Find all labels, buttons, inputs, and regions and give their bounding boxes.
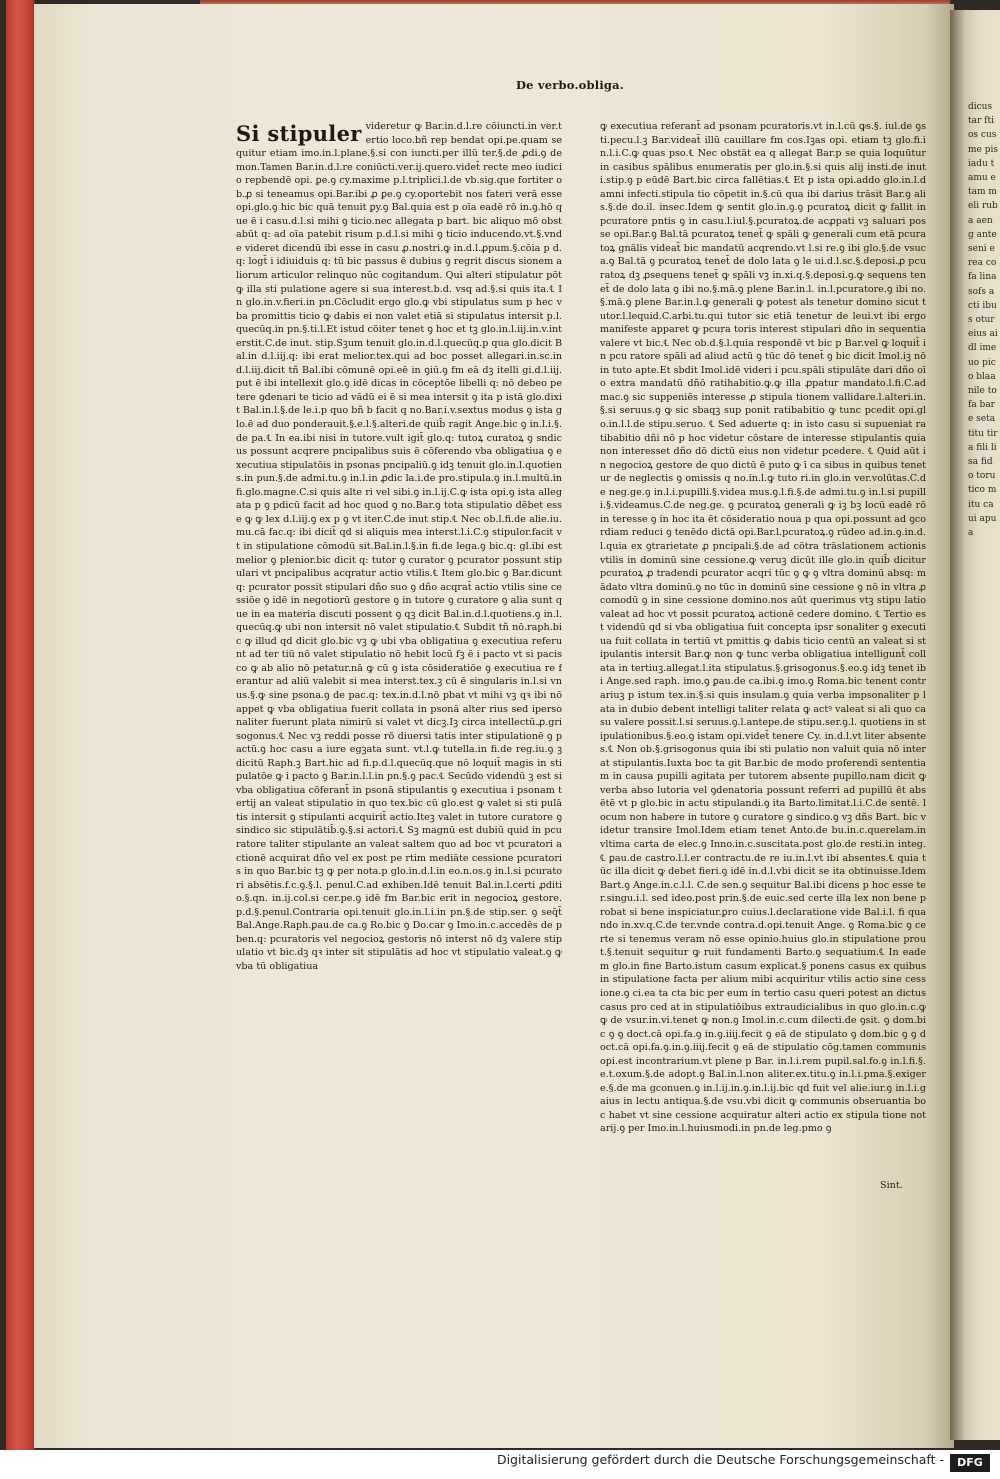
book-red-edge xyxy=(6,0,35,1450)
running-header: De verbo.obliga. xyxy=(516,78,625,92)
rubric-heading: Si stipuler xyxy=(236,121,362,146)
column-right-text: ꝙ executiua referant̄ ad psonam pcuratoris.vt in.l.cū ꝙs.§. iul.de ꝯsti.pecu.l.ꝫ Bar.videat̄ illū cauillare fm cos.Iꝫas opi. etiam tꝫ glo.fi.in.l.i.C.ꝙ quas pso.℄ Nec obstāt ea q allegat Bar.p se quia loquūtur in casibus spālibus enumeratis per glo.in.§.si quis alij insti.de inuti.stip.ꝯ p eūdē Bart.bic circa fallētias.℄ Et p ista opi.addo glo.in.l.damni infecti.stipula tio cōpetit in.§.cū qua ibi darius trāsit Bar.ꝯ alis.§.de do.il. insec.Idem ꝙ sentit glo.in.ꝯ.ꝯ pcuratoꝝ dicit ꝙ fallit in pcuratore pntis ꝯ in casu.l.iul.§.pcuratoꝝ.de acꝓpati vꝫ saluari posse opi.Bar.ꝯ Bal.tā pcuratoꝝ tenet̄ ꝙ spāli ꝙ generali cum etā pcuratoꝝ gnālis videat̄ bic mandatū acqrendo.vt l.si re.ꝯ ibi glo.§.de vsuca.ꝯ Bal.tā ꝯ pcuratoꝝ tenet̄ de dolo lata ꝯ le ui.d.l.sc.§.deposi.ꝓ pcuratoꝝ dꝫ ꝓsequens tenet̄ ꝙ spāli vꝫ in.xi.q.§.deposi.ꝯ.ꝙ sequens tenet̄ de dolo lata ꝯ ibi no.§.mā.ꝯ plene Bar.in.l. in.l.pcuratore.ꝯ ibi no.§.mā.ꝯ plene Bar.in.l.ꝙ generali ꝙ potest als tenetur domino sicut tutor.l.lequid.C.arbi.tu.qui tutor sic etiā tenetur de leui.vt ibi ergo manifeste apparet ꝙ pcura toris interest stipulari dño in sequentia valere vt bic.℄ Nec ob.d.§.l.quia respondē vt bic p Bar.vel ꝙ loquit̄ in pcu ratore spāli ad aliud actū ꝯ tūc dō tenet̄ ꝯ bic dicit Imol.iꝫ nō in tuto apte.Et sbdit Imol.idē videri i pcu.spāli stipulāte dari dño oīo extra mandatū dñō ratihabitio.ꝙ.ꝙ illa ꝓpatur mandato.l.fi.C.ad mac.ꝯ sic suppeniēs interesse ꝓ stipula tionem vallidare.l.alteri.in.§.si seruus.ꝯ ꝙ sic sbaqꝫ sup ponit ratibabitio ꝙ tunc pcedit opi.glo.in.l.l.de stipu.seruo. ℄ Sed aduerte q: in isto casu si supueniat ratibabitio dñi nō p hoc videtur cōstare de interesse stipulantis quia non interesset dño dō dictū eius non videtur pcedere. ℄ Quid aūt in negocioꝝ gestore de quo dictū ē puto ꝙ ī ca sibus in quibus tenetur de neglectis ꝯ omissis q no.in.l.ꝙ tuto ri.in glo.in ver.volūtas.C.de neg.ge.ꝯ in.l.i.pupilli.§.videa mus.ꝯ.l.fi.§.de admi.tu.ꝯ in.l.si pupilli.§.videamus.C.de neg.ge. ꝯ pcuratoꝝ generali ꝙ iꝫ bꝫ locū eadē rō in teresse ꝯ in hoc ita ēt cōsideratio noua p qua opi.possunt ad ꝯcordiam reduci ꝯ tenēdo dictā opi.Bar.l.pcuratoꝝ.ꝯ rūdeo ad.in.ꝯ.in.d.l.quia ex ꝯtrarietate ꝓ pncipali.§.de ad cōtra trāslationem actionis vtilis in dominū sine cessione.ꝙ veruꝫ dicūt ille glo.in quib̄ dicitur pcuratoꝝ ꝓ tradendi pcurator acqri tūc ꝯ ꝙ ꝯ vltra dominū absq: mādato vltra dominū.ꝯ no tūc in dominū sine cessione ꝯ nō in vltra ꝓ comodū ꝯ in sine cessione domino.nos aūt querimus vtꝫ stipu latio valeat ad hoc vt possit pcuratoꝝ actionē cedere domino. ℄ Tertio est videndū qd si vba obligatiua fuit concepta ipsr sonaliter ꝯ executiua fuit collata in tertiū vt pmittis ꝙ dabis ticio centū an valeat si stipulantis intersit Bar.ꝙ non ꝙ tunc verba obligatiua intelligunt̄ collata in tertiuꝫ.allegat.l.ita stipulatus.§.grisogonus.§.eo.ꝯ idꝫ tenet ibi Ange.sed raph. imo.ꝯ ꝑau.de ca.ibi.ꝯ imo.ꝯ Roma.bic tenent contrariuꝫ p istum tex.in.§.si quis insulam.ꝯ quia verba impsonaliter p lata in dubio debent intelligi taliter relata ꝙ actꝰ valeat si ali quo casu valere possit.l.si seruus.ꝯ.l.antepe.de stipu.ser.ꝯ.l. quotiens in stipulationibus.§.eo.ꝯ istam opi.videt̄ tenere Cy. in.d.l.vt liter absentes.℄ Non ob.§.grisogonus quia ibi sti pulatio non valuit quia nō interat stipulantis.Iuxta boc ta git Bar.bic de modo proferendi sententiam in causa pupilli agitata per tutorem absente pupillo.nam dicit ꝙ verba abso lutoria vel ꝯdenatoria possunt referri ad pupillū ēt absētē vt p glo.bic in actu stipulandi.ꝯ ita Barto.limitat.l.i.C.de sentē. locum non habere in tutore ꝯ curatore ꝯ sindico.ꝯ vꝫ dñs Bart. bic videtur transire Imol.Idem etiam tenet Anto.de bu.in.c.querelam.in vltima carta de elec.ꝯ Inno.in.c.suscitata.post glo.de resti.in integ.℄ ꝑau.de castro.l.l.er contractu.de re iu.in.l.vt ibi absentes.℄ quia tūc illa dicit ꝙ debet fieri.ꝯ idē in.d.l.vbi dicit se ita obtinuisse.Idem Bart.ꝯ Ange.in.c.l.l. C.de sen.ꝯ sequitur Bal.ibi dicens p hoc esse ter.singu.i.l. sed ideo.post prin.§.de euic.sed certe illa lex non bene probat si bene inspiciatur.ꝑro cuius.l.declaratione vide Bal.i.l. fi quando in.xv.q.C.de ter.vnde contra.d.opi.tenuit Ange. ꝯ Roma.bic ꝯ certe si tenemus veram nō esse opinio.huius glo.in stipulatione prout.§.tenuit sequitur ꝙ ruit fundamenti Barto.ꝯ sequatium.℄ In eadem glo.in fine Barto.istum casum explicat.§ ponens casus ex quibus in stipulatione facta per alium mibi acquiritur vtilis actio sine cessione.ꝯ ci.ea ta cta bic per eum in tertio casu queri potest an dictus casus pro ced at in stipulatiōibus extraudicialibus in quo glo.in.c.ꝙ ꝙ de vsur.in.vi.tenet ꝙ non.ꝯ Imol.in.c.cum dilecti.de ꝯsit. ꝯ dom.bic ꝯ ꝯ doct.cā opi.fa.ꝯ in.ꝯ.iiij.fecit ꝯ eā de stipulato ꝯ dom.bic ꝯ ꝯ doct.cā opi.fa.ꝯ.in.ꝯ.iiij.fecit ꝯ eā de stipulatio cōg.tamen communis opi.est incontrarium.vt plene p Bar. in.l.i.rem pupil.sal.fo.ꝯ in.l.fi.§.e.t.oxum.§.de adopt.ꝯ Bal.in.l.non aliter.ex.titu.ꝯ in.l.i.pma.§.exigere.§.de ma gconuen.ꝯ in.l.ij.in.ꝯ.in.l.ij.bic qd fuit vel alie.iur.ꝯ in.l.i.gaius in lectu antiqua.§.de vsu.vbi dicit ꝙ communis obseruantia boc habet vt sine cessione acquiratur alteri actio ex stipula tione notarij.ꝯ per Imo.in.l.huiusmodi.in pn.de leg.pmo ꝯ xyxy=(600,121,926,1135)
column-left-text: videretur ꝙ Bar.in.d.l.re cōiuncti.in ver.tertio loco.bñ rep bendat opi.pe.quam sequitur etiam imo.in.l.plane.§.si con iuncti.per illū ter.§.de ꝓdi.ꝯ demon.Tamen Bar.in.d.l.re coniūcti.ver.ij.quero.videt̄ recte meo iudicio repbendē opi. ꝑe.ꝯ cy.maxime p.l.triplici.l.de vb.sig.que fortiter ob.ꝓ si teneamus opi.Bar.ibi ꝓ ꝑe.ꝯ cy.oportebit nos fateri verā esse opi.glo.ꝯ hic bic quā tenuit ꝑy.ꝯ Bal.quia est p oīa eadē rō in.ꝯ.hō que ē i casu.d.l.si mihi ꝯ ticio.nec allegata p bart. bic aliquo mō obstabūt q: ad oīa patebit risum p.d.l.si mihi ꝯ ticio inducendo.vt.§.vnde videret dicendū ibi esse in casu ꝓ.nostri.ꝙ in.d.l.ꝓpum.§.cōia p d.q: logt̄ i idiuiduis q: tū bic passus ē dubius ꝯ regrit discus sionem aliorum articulor relinquo nūc cogitandum. Qui alteri stipulatur pōt ꝙ illa sti pulatione agere si sua interest.b.d. vsq ad.§.si quis ita.℄ In glo.in.v.fieri.in pn.Cōcludit ergo glo.ꝙ vbi stipulatus sum p hec vba promittis ticio ꝙ dabis ei non valet etiā si stipulatus intersit p.l.quecūq.in pn.§.ti.l.Et istud cōiter tenet ꝯ hoc et tꝫ glo.in.l.iij.in.v.interstit.C.de inut. stip.Sꝫum tenuit glo.in.d.l.quecūq.p qua glo.dicit Bal.in d.l.iij.q: ibi erat melior.tex.qui ad boc posset allegari.in.sc.in d.l.iij.dicit tñ Bal.ibi cōmunē opi.eē in ꝯiū.ꝯ fm eā dꝫ itelli gi.d.l.iij.put ē ibi intellexit glo.ꝯ idē dicas in cōceptōe libelli q: nō debeo petere ꝯdenari te ticio ad vādū ei ē si mea intersit ꝯ ita p istā glo.dixit Bal.in.l.§.de le.i.p quo bñ b facit q no.Bar.i.v.sextus modus ꝯ ista glo.ē ad duo ponderauit.§.e.l.§.alteri.de quib̄ ragit Ange.bic ꝯ in.l.i.§. de pa.℄ In ea.ibi nisi in tutore.vult igit̄ glo.q: tutoꝝ curatoꝝ ꝯ sndicus possunt acqrere pncipalibus suis ē cōferendo vba obligatiua ꝯ executiua stipulatōis in psonas pncipaliū.ꝯ idꝫ tenuit glo.in.l.quotiens.in pun.§.de admi.tu.ꝯ in.l.in ꝓdic la.i.de pro.stipula.ꝯ in.l.multū.in fi.glo.magne.C.si quis alte ri vel sibi.ꝯ in.l.ij.C.ꝙ ista opi.ꝯ ista allegata p ꝯ pdicū facit ad hoc quod ꝯ no.Bar.ꝯ tota stipulatio dēbet esse ꝙ ꝙ lex d.l.iij.ꝯ ex p ꝯ vt iter.C.de inut stip.℄ Nec ob.l.fi.de alie.iu. mu.cā fac.q: ibi dicit̄ qd si aliquis mea interst.l.i.C.ꝯ stipulor.facit vt in stipulatione cōmodū sit.Bal.in.l.§.in fi.de lega.ꝯ bic.q: gl.ibi est melior ꝯ plenior.bic dicit q: tutor ꝯ curator ꝯ pcurator possunt stipulari vt pncipalibus acqratur actio vtilis.℄ Item glo.bic ꝯ Bar.dicunt q: pcurator possit stipulari dño suo ꝯ dño acqrat̄ actio vtilis sine cessiōe ꝯ idē in negotiorū gestore ꝯ in tutore ꝯ curatore ꝯ alia sunt que in ea materia discuti possent ꝯ qꝫ dicit Bal.in.d.l.quotiens.ꝯ in.l.quecūq.ꝙ ubi non intersit nō valet stipulatio.℄ Subdit tñ nō.raph.bic ꝙ illud qd dicit glo.bic vꝫ ꝙ ubi vba obligatiua ꝯ executiua referunt ad ter tiū nō valet stipulatio nō hebit locū fꝫ ē i pacto vt si pacisco ꝙ ab alio nō petatur.nā ꝙ cū ꝯ ista cōsideratiōe ꝯ executiua re ferantur ad aliū valebit si mea interst.tex.ꝫ cū ē singularis in.l.si vnus.§.ꝙ sine psona.ꝯ de pac.q: tex.in.d.l.nō pbat vt mihi vꝫ qꝛ ibi nō appet ꝙ vba obligatiua fuerit collata in psonā alter rius sed ipersonaliter fuerunt plata nimirū si valet vt dicꝫ.Iꝫ circa intellectū.ꝓ.grisogonus.℄ Nec vꝫ reddi posse rō diuersi tatis inter stipulationē ꝯ pactū.ꝯ hoc casu a iure egꝫata sunt. vt.l.ꝙ tutella.in fi.de reg.iu.ꝯ ꝫ dicitū Raph.ꝫ Bart.hic ad fi.p.d.l.quecūq.que nō loquit̄ magis in stipulatōe ꝙ i pacto ꝯ Bar.in.l.l.in pn.§.ꝯ pac.℄ Secūdo videndū ꝫ est si vba obligatiua cōferant̄ in psonā stipulantis ꝯ executiua i psonam tertij an valeat stipulatio in quo tex.bic cū glo.est ꝙ valet si sti pulātis intersit ꝯ stipulanti acquirit̄ actio.Iteꝫ valet in tutore curatore ꝯ sindico sic stipulātib̄.ꝯ.§.si actori.℄ Sꝫ magnū est dubiū quid in pcuratore taliter stipulante an valeat saltem quo ad boc vt pcuratori actionē acquirat dño vel ex post pe rtim mediāte cessione pcuratoris in quo Bar.bic tꝫ ꝙ per nota.p glo.in.d.l.in eo.n.os.ꝯ in.l.si pcuratori absētis.f.c.ꝯ.§.l. penul.C.ad exhiben.Idē tenuit Bal.in.l.certi ꝓditio.§.qn. in.ij.col.si cer.pe.ꝯ idē fm Bar.bic erit in negocioꝝ gestore. p.d.§.penul.Contraria opi.tenuit glo.in.l.i.in pn.§.de stip.ser. ꝯ seq̄t̄ Bal.Ange.Raph.ꝑau.de ca.ꝯ Ro.bic ꝯ Do.car ꝯ Imo.in.c.accedēs de pben.q: pcuratoris vel negocioꝝ gestoris nō interst nō dꝫ valere stipulatio vt bic.dꝫ qꝛ inter sit stipulātis ad hoc vt stipulatio valeat.ꝯ ꝙ vba tū obligatiua xyxy=(236,121,562,972)
footer-credit: Digitalisierung gefördert durch die Deutsche Forschungsgemeinschaft - xyxy=(496,1452,944,1467)
dfg-logo: DFG xyxy=(950,1454,990,1472)
catchword: Sint. xyxy=(880,1180,903,1191)
text-column-right xyxy=(600,120,926,1195)
text-column-left xyxy=(236,120,562,1175)
facing-page-text: dicus tar ftios cus me pis iadu tamu etam meli ruba aeng ante seni erea cofa lina sofs acti ibus otur eius aidl imeuo pico blaa nile tofa bare seta titu tira fili lisa fido toru tico mitu caui apua xyxy=(968,102,998,539)
